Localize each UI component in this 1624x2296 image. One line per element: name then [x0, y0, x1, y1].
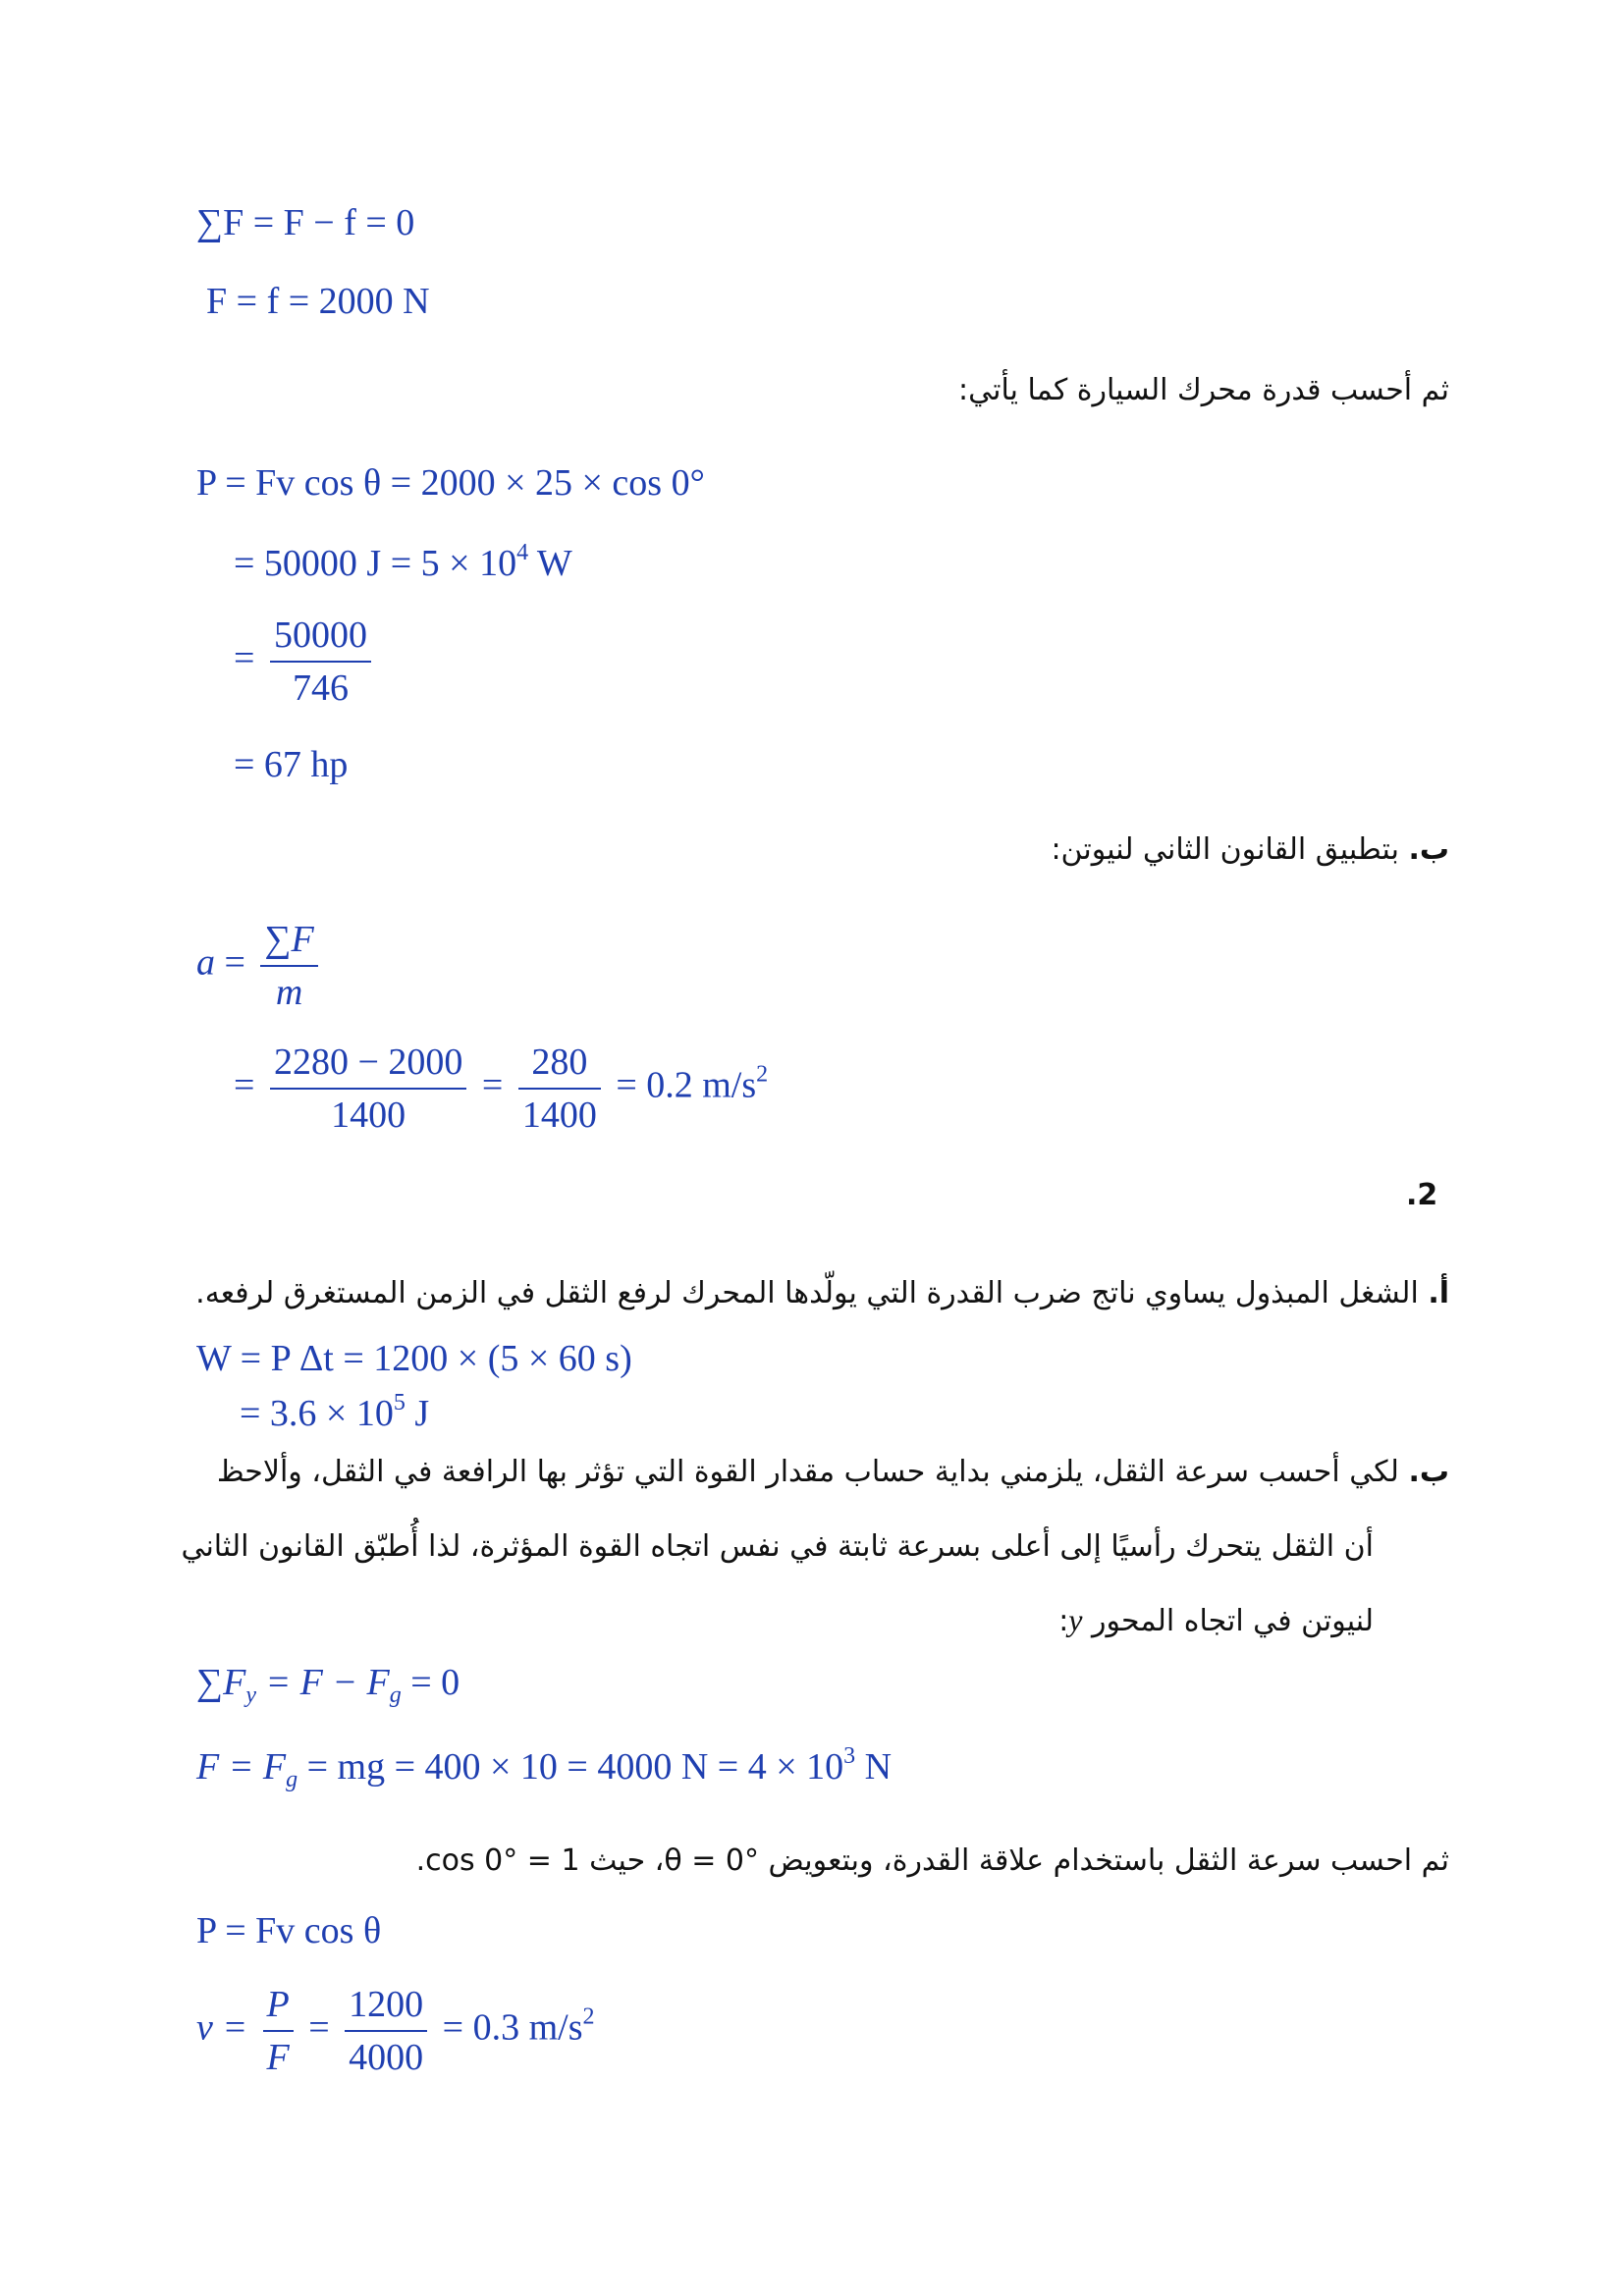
fraction-denominator: 1400 — [331, 1095, 406, 1136]
equation-power-fv: P = Fv cos θ — [196, 1910, 382, 1951]
text-speed-line2: أن الثقل يتحرك رأسيًا إلى أعلى بسرعة ثابتة في نفس اتجاه القوة المؤثرة، لذا أُطبّق القانون الثاني — [181, 1529, 1374, 1564]
acceleration-exponent: 2 — [756, 1061, 769, 1088]
newton-law-text: بتطبيق القانون الثاني لنيوتن: — [1051, 832, 1409, 867]
fraction-numerator: 50000 — [270, 614, 371, 663]
equation-acceleration: a = $\frac{\sum F}{m}$ — [196, 918, 324, 1014]
text-engine-power: ثم أحسب قدرة محرك السيارة كما يأتي: — [958, 373, 1449, 407]
label-b: ب. — [1408, 832, 1449, 867]
equation-power: P = Fv cos θ = 2000 × 25 × cos 0° — [196, 462, 705, 504]
equation-fg — [196, 1743, 893, 1792]
speed-result: = 0.3 m/s — [442, 2006, 583, 2049]
work-result-exponent: 5 — [393, 1390, 406, 1415]
equals-sign: = — [234, 637, 255, 679]
section-number-2: .2 — [1406, 1178, 1438, 1212]
equation-power-watts — [234, 542, 572, 585]
text-speed-line1 — [217, 1455, 1449, 1489]
fg-unit: N — [855, 1746, 893, 1788]
fraction-denominator: 1400 — [521, 1095, 597, 1136]
fy-end: = 0 — [401, 1662, 460, 1703]
fraction-denominator: 746 — [292, 667, 349, 709]
power-watts-exponent: 4 — [516, 540, 529, 565]
work-definition-text: الشغل المبذول يساوي ناتج ضرب القدرة التي يولّدها المحرك لرفع الثقل في الزمن المستغرق لرفعه. — [195, 1276, 1429, 1310]
fraction-numerator: 280 — [518, 1041, 601, 1090]
fg-lhs: F = F — [196, 1746, 287, 1788]
fraction-net-force — [270, 1041, 466, 1137]
fg-value: = mg = 400 × 10 = 4000 N = 4 × 10 — [298, 1746, 844, 1788]
power-watts-text: = 50000 J = 5 × 10 — [234, 543, 517, 584]
fg-exponent: 3 — [843, 1743, 856, 1769]
fraction-numerator: 2280 − 2000 — [270, 1041, 466, 1090]
work-result-unit: J — [405, 1393, 430, 1434]
equation-power-hp-fraction — [234, 614, 377, 710]
equals-sign: = — [234, 1064, 255, 1106]
colon: : — [1058, 1604, 1069, 1638]
speed-line1-text: لكي أحسب سرعة الثقل، يلزمني بداية حساب مقدار القوة التي تؤثر بها الرافعة في الثقل، وألاحظ — [216, 1455, 1409, 1489]
fraction-sumF-m — [260, 918, 317, 1014]
fraction-1200-4000 — [345, 1983, 427, 2079]
axis-variable: y — [1068, 1602, 1083, 1637]
fraction-280-1400 — [518, 1041, 601, 1137]
sub-g: g — [389, 1682, 402, 1708]
equals-sign: = — [308, 2006, 330, 2049]
equals-sign: = — [481, 1064, 504, 1106]
speed-exponent: 2 — [582, 2003, 595, 2030]
fraction-numerator: 1200 — [345, 1983, 427, 2032]
work-result-text: = 3.6 × 10 — [240, 1393, 394, 1434]
fy-rest: = F − F — [255, 1662, 390, 1703]
equation-acceleration-value — [234, 1041, 768, 1137]
fraction-denominator: 4000 — [349, 2037, 424, 2078]
power-watts-unit: W — [528, 543, 572, 584]
fraction-denominator: F — [266, 2037, 290, 2078]
acceleration-result: = 0.2 m/s — [616, 1064, 757, 1106]
label-b: ب. — [1408, 1455, 1449, 1489]
sub-y: y — [245, 1682, 256, 1708]
label-a: أ. — [1428, 1276, 1449, 1310]
accel-lhs: a — [196, 941, 215, 984]
fraction-p-f — [263, 1983, 294, 2079]
equation-work-result — [240, 1392, 429, 1435]
speed-line3-text: لنيوتن في اتجاه المحور — [1082, 1604, 1374, 1638]
fraction-50000-746 — [270, 614, 371, 710]
text-speed-power: ثم احسب سرعة الثقل باستخدام علاقة القدرة، وبتعويض θ = 0°، حيث cos 0° = 1. — [415, 1843, 1449, 1878]
equation-sum-forces: ∑F = F − f = 0 — [196, 202, 415, 243]
text-work-definition — [195, 1276, 1449, 1310]
equation-force-friction: F = f = 2000 N — [206, 281, 430, 322]
fraction-denominator: m — [275, 972, 303, 1013]
fraction-numerator: P — [263, 1983, 294, 2032]
fraction-numerator: ∑F — [260, 918, 317, 967]
sub-g: g — [286, 1767, 298, 1792]
text-newton-second-law — [1051, 832, 1449, 867]
equation-sum-fy — [196, 1661, 460, 1708]
equation-power-hp: = 67 hp — [234, 744, 349, 785]
text-speed-line3 — [1058, 1602, 1374, 1638]
equation-work: W = P Δt = 1200 × (5 × 60 s) — [196, 1338, 632, 1379]
sum-fy: ∑F — [196, 1662, 246, 1703]
equation-speed — [196, 1983, 595, 2079]
speed-lhs: v = — [196, 2006, 248, 2049]
